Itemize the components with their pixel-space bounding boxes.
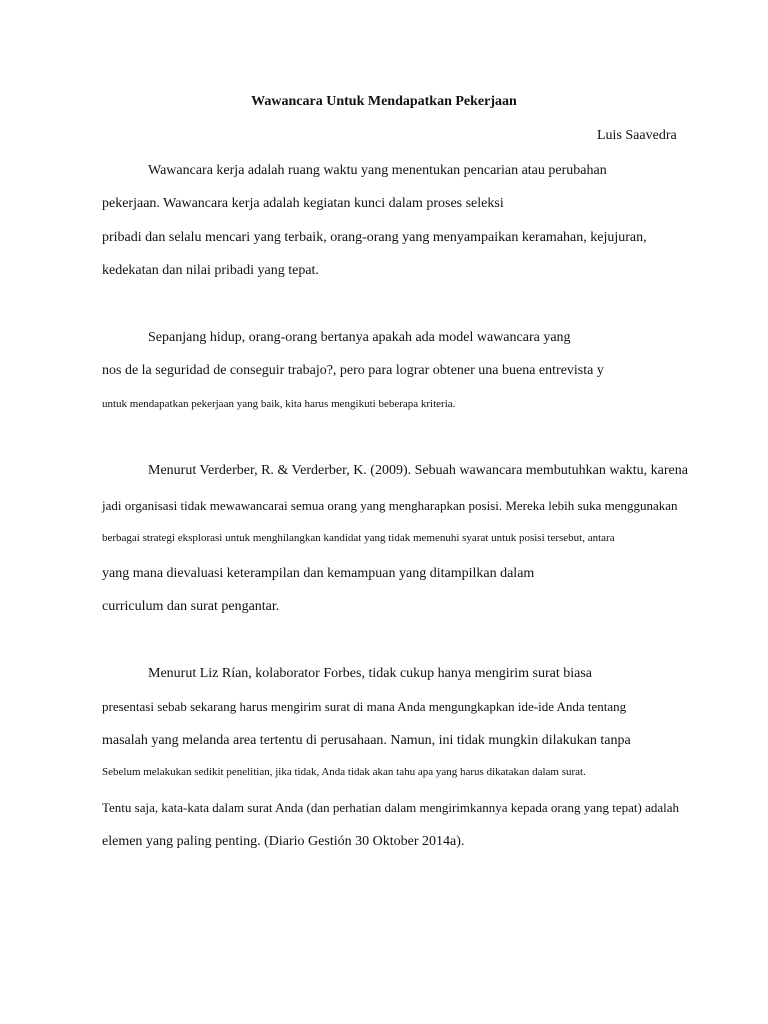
- paragraph-4-line-3: masalah yang melanda area tertentu di perusahaan. Namun, ini tidak mungkin dilakukan tanpa: [102, 733, 631, 748]
- paragraph-4-line-4: Sebelum melakukan sedikit penelitian, jika tidak, Anda tidak akan tahu apa yang harus dikatakan dalam surat.: [102, 766, 586, 778]
- document-title: Wawancara Untuk Mendapatkan Pekerjaan: [251, 94, 517, 109]
- paragraph-3-line-1: Menurut Verderber, R. & Verderber, K. (2009). Sebuah wawancara membutuhkan waktu, karena: [148, 463, 688, 478]
- paragraph-4-line-6: elemen yang paling penting. (Diario Gestión 30 Oktober 2014a).: [102, 834, 465, 849]
- paragraph-3-line-3: berbagai strategi eksplorasi untuk menghilangkan kandidat yang tidak memenuhi syarat untuk posisi tersebut, antara: [102, 532, 615, 544]
- paragraph-1-line-2: pekerjaan. Wawancara kerja adalah kegiatan kunci dalam proses seleksi: [102, 196, 504, 211]
- paragraph-2-line-2: nos de la seguridad de conseguir trabajo?, pero para lograr obtener una buena entrevista y: [102, 363, 604, 378]
- paragraph-4-line-5: Tentu saja, kata-kata dalam surat Anda (dan perhatian dalam mengirimkannya kepada orang yang tepat) adalah: [102, 800, 679, 815]
- paragraph-2-line-3: untuk mendapatkan pekerjaan yang baik, kita harus mengikuti beberapa kriteria.: [102, 398, 456, 410]
- paragraph-4-line-1: Menurut Liz Rían, kolaborator Forbes, tidak cukup hanya mengirim surat biasa: [148, 666, 593, 681]
- paragraph-2-line-1: Sepanjang hidup, orang-orang bertanya apakah ada model wawancara yang: [148, 330, 571, 345]
- author-name: Luis Saavedra: [597, 128, 677, 143]
- paragraph-4-line-2: presentasi sebab sekarang harus mengirim surat di mana Anda mengungkapkan ide-ide Anda tentang: [102, 699, 627, 714]
- paragraph-3-line-4: yang mana dievaluasi keterampilan dan kemampuan yang ditampilkan dalam: [102, 566, 535, 581]
- paragraph-3-line-5: curriculum dan surat pengantar.: [102, 599, 280, 614]
- paragraph-1-line-3: pribadi dan selalu mencari yang terbaik, orang-orang yang menyampaikan keramahan, kejujuran,: [102, 230, 647, 245]
- paragraph-1-line-4: kedekatan dan nilai pribadi yang tepat.: [102, 263, 319, 278]
- paragraph-3-line-2: jadi organisasi tidak mewawancarai semua orang yang mengharapkan posisi. Mereka lebih suka menggunakan: [102, 498, 678, 513]
- paragraph-1-line-1: Wawancara kerja adalah ruang waktu yang menentukan pencarian atau perubahan: [148, 163, 607, 178]
